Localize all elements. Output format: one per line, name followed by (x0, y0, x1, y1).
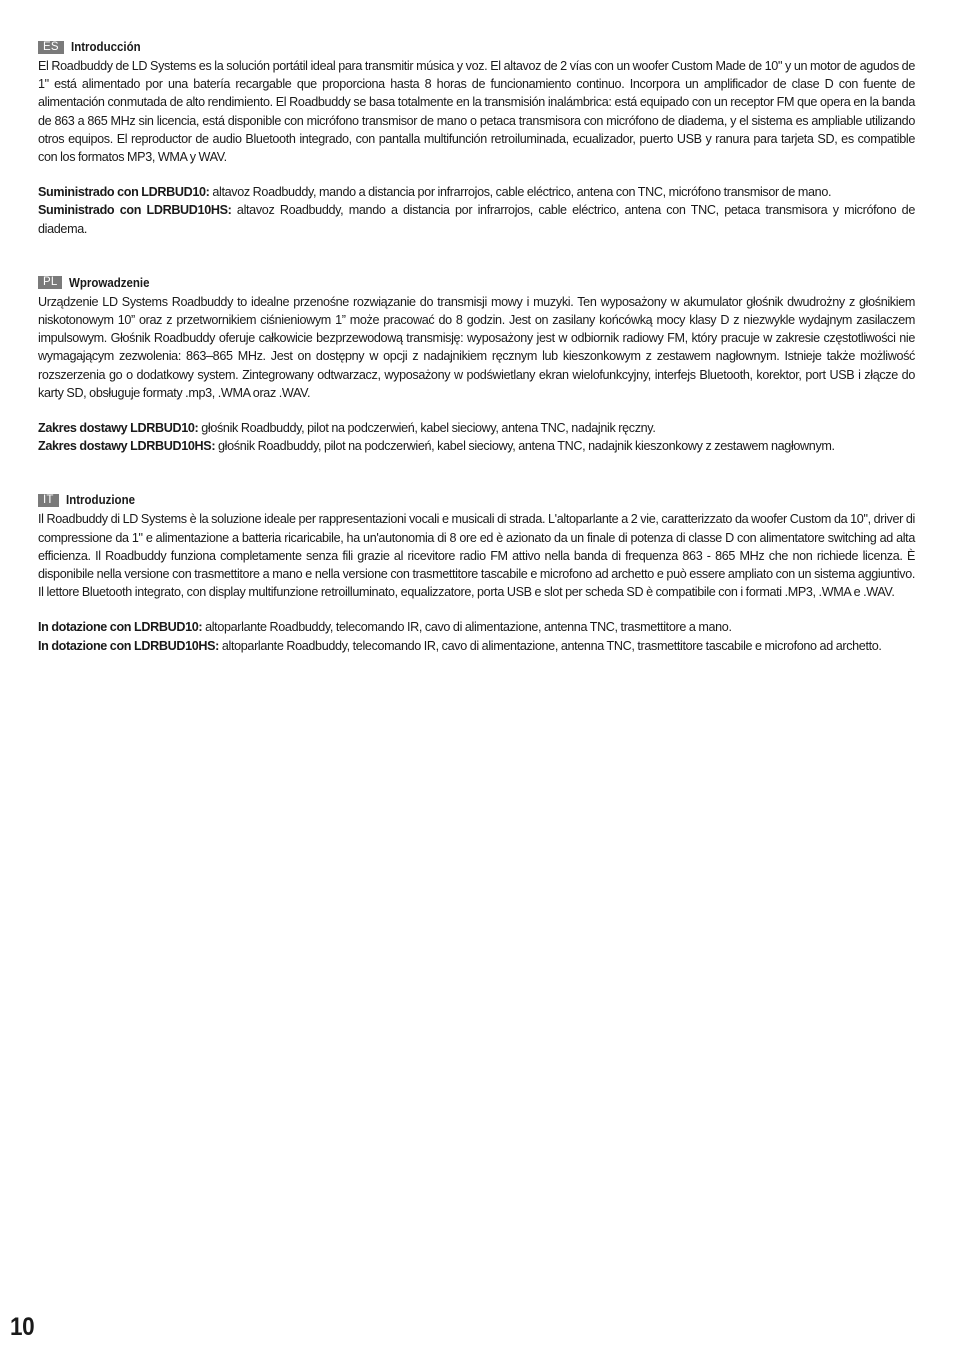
supply-label: Zakres dostawy LDRBUD10HS: (38, 439, 216, 454)
supply-label: In dotazione con LDRBUD10: (38, 620, 203, 635)
intro-paragraph: El Roadbuddy de LD Systems es la solución portátil ideal para transmitir música y voz. El altavoz de 2 vías con un woofer Custom Made de 10" y un motor de agudos de 1" está alimentado por una batería recargable que proporciona hasta 8 horas de funcionamiento continuo. Incorpora un amplificador de clase D con fuente de alimentación conmutada de alto rendimiento. El Roadbuddy se basa totalmente en la transmisión inalámbrica: está equipado con un receptor FM que opera en la banda de 863 a 865 MHz sin licencia, está disponible con micrófono transmisor de mano o petaca transmisora con micrófono de diadema, y el sistema es ampliable utilizando otros equipos. El reproductor de audio Bluetooth integrado, con pantalla multifunción retroiluminada, ecualizador, puerto USB y ranura para tarjeta SD, es compatible con los formatos MP3, WMA y WAV. (38, 59, 915, 165)
supply-line (38, 618, 915, 636)
supply-text: altavoz Roadbuddy, mando a distancia por infrarrojos, cable eléctrico, antena con TNC, micrófono transmisor de mano. (209, 185, 832, 200)
section-heading (38, 38, 915, 56)
supply-line (38, 183, 915, 201)
section-title: Introducción (70, 40, 141, 54)
section-title: Wprowadzenie (69, 275, 150, 290)
intro-paragraph: Il Roadbuddy di LD Systems è la soluzione ideale per rappresentazioni vocali e musicali di strada. L'altoparlante a 2 vie, caratterizzato da woofer Custom da 10", driver di compressione da 1" e alimentazione a batteria ricaricabile, ha un'autonomia di 8 ore ed è azionato da un finale di potenza di classe D con alimentatore switching ad alta efficienza. Il Roadbuddy funziona completamente senza fili grazie al ricevitore radio FM attivo nella banda di frequenza 863 - 865 MHz che non richiede licenza. È disponibile nella versione con trasmettitore a mano e nella versione con trasmettitore tascabile e microfono ad archetto e può essere ampliato con un sistema aggiuntivo. Il lettore Bluetooth integrato, con display multifunzione retroilluminato, equalizzatore, porta USB e slot per scheda SD è compatibile con i formati .MP3, .WMA e .WAV. (38, 512, 915, 600)
language-tag: PL (38, 276, 62, 289)
section-heading (38, 491, 915, 509)
supply-line (38, 437, 915, 455)
supply-label: Suministrado con LDRBUD10HS: (38, 203, 232, 218)
page-number: 10 (10, 1313, 35, 1341)
section-es (38, 38, 915, 238)
supply-label: Suministrado con LDRBUD10: (38, 185, 210, 200)
supply-text: altoparlante Roadbuddy, telecomando IR, cavo di alimentazione, antenna TNC, trasmettitore tascabile e microfono ad archetto. (219, 638, 882, 653)
supply-text: głośnik Roadbuddy, pilot na podczerwień, kabel sieciowy, antena TNC, nadajnik ręczny. (198, 421, 656, 436)
section-title: Introduzione (65, 493, 135, 508)
language-tag: IT (38, 494, 59, 507)
supply-text: altoparlante Roadbuddy, telecomando IR, cavo di alimentazione, antenna TNC, trasmettitore a mano. (202, 620, 732, 635)
supply-text: altavoz Roadbuddy, mando a distancia por infrarrojos, cable eléctrico, antena con TNC, petaca transmisora y micrófono de diadema. (38, 203, 915, 236)
supply-text: głośnik Roadbuddy, pilot na podczerwień, kabel sieciowy, antena TNC, nadajnik kieszonkowy z zestawem nagłownym. (215, 439, 835, 454)
section-it (38, 491, 915, 654)
supply-label: Zakres dostawy LDRBUD10: (38, 421, 199, 436)
section-pl (38, 274, 915, 456)
supply-line (38, 201, 915, 237)
supply-label: In dotazione con LDRBUD10HS: (38, 638, 220, 653)
intro-paragraph: Urządzenie LD Systems Roadbuddy to idealne przenośne rozwiązanie do transmisji mowy i muzyki. Ten wyposażony w akumulator głośnik dwudrożny z głośnikiem niskotonowym 10” oraz z przetwornikiem ciśnieniowym 1” może pracować do 8 godzin. Jest on zasilany końcówką mocy klasy D z niezwykle wydajnym zasilaczem impulsowym. Głośnik Roadbuddy oferuje całkowicie bezprzewodową transmisję: wyposażony jest w odbiornik radiowy FM, który pracuje w zakresie częstotliwości nie wymagającym zezwolenia: 863–865 MHz. Jest on dostępny w opcji z nadajnikiem ręcznym lub kieszonkowym z zestawem nagłownym. Istnieje także możliwość rozszerzenia go o dodatkowy system. Zintegrowany odtwarzacz, wyposażony w podświetlany ekran wielofunkcyjny, interfejs Bluetooth, korektor, port USB i złącze do karty SD, obsługuje formaty .mp3, .WMA oraz .WAV. (38, 294, 915, 400)
supply-line (38, 637, 915, 655)
supply-line (38, 419, 915, 437)
section-heading (38, 274, 915, 292)
language-tag: ES (38, 41, 64, 54)
page-content (38, 38, 915, 655)
